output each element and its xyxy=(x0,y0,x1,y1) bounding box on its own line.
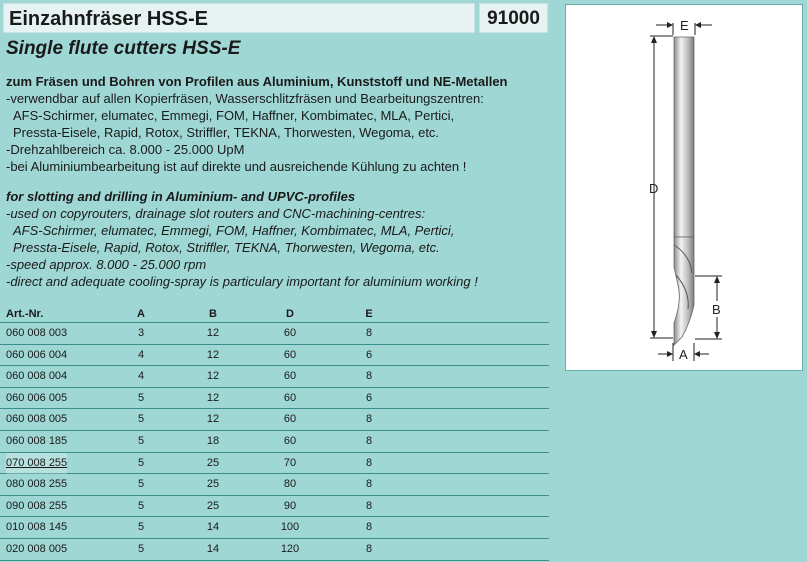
subtitle: Single flute cutters HSS-E xyxy=(6,38,241,59)
table-row xyxy=(0,366,549,388)
cutter-drawing xyxy=(565,4,803,371)
cell-d: 60 xyxy=(283,413,297,426)
cell-a: 5 xyxy=(137,434,145,447)
cell-art-nr-highlighted: 070 008 255 xyxy=(6,453,67,475)
cell-art-nr: 060 006 005 xyxy=(6,391,68,404)
cutter-drawing-svg xyxy=(566,5,804,372)
german-line: Pressta-Eisele, Rapid, Rotox, Striffler, TEKNA, Thorwesten, Wegoma, etc. xyxy=(13,125,440,140)
table-row xyxy=(0,453,549,475)
cell-art-nr: 060 006 004 xyxy=(6,348,68,361)
cell-b: 14 xyxy=(206,542,220,555)
cell-d: 90 xyxy=(283,499,297,512)
dim-d-label: D xyxy=(649,181,659,196)
cell-b: 12 xyxy=(206,370,220,383)
german-line: -verwendbar auf allen Kopierfräsen, Wasserschlitzfräsen und Bearbeitungszentren: xyxy=(6,91,484,106)
cell-b: 25 xyxy=(206,499,220,512)
cell-b: 12 xyxy=(206,391,220,404)
cell-a: 5 xyxy=(137,542,145,555)
cell-b: 12 xyxy=(206,413,220,426)
cell-a: 5 xyxy=(137,499,145,512)
dim-d-arrow-bottom xyxy=(651,331,657,338)
cell-d: 60 xyxy=(283,391,297,404)
header-b: B xyxy=(209,308,217,320)
cell-art-nr: 010 008 145 xyxy=(6,521,68,534)
cell-d: 120 xyxy=(280,542,300,555)
cell-art-nr: 060 008 185 xyxy=(6,434,68,447)
cell-a: 5 xyxy=(137,391,145,404)
cell-a: 5 xyxy=(137,478,145,491)
cell-b: 25 xyxy=(206,478,220,491)
cell-e: 8 xyxy=(365,413,373,426)
cell-d: 60 xyxy=(283,370,297,383)
cell-d: 100 xyxy=(280,521,300,534)
header-art-nr: Art.-Nr. xyxy=(6,308,44,320)
cell-b: 25 xyxy=(206,456,220,469)
page-title: Einzahnfräser HSS-E xyxy=(3,3,475,33)
dim-b-arrow-top xyxy=(714,276,720,283)
cell-e: 8 xyxy=(365,499,373,512)
table-row xyxy=(0,388,549,410)
table-row xyxy=(0,431,549,453)
cell-e: 8 xyxy=(365,434,373,447)
cell-e: 8 xyxy=(365,542,373,555)
cell-b: 12 xyxy=(206,348,220,361)
english-line: -speed approx. 8.000 - 25.000 rpm xyxy=(6,257,207,272)
english-description xyxy=(6,188,478,290)
german-description xyxy=(6,73,507,175)
cell-d: 70 xyxy=(283,456,297,469)
header-d: D xyxy=(286,308,294,320)
cell-e: 8 xyxy=(365,327,373,339)
german-heading: zum Fräsen und Bohren von Profilen aus Aluminium, Kunststoff und NE-Metallen xyxy=(6,74,508,89)
cell-art-nr: 090 008 255 xyxy=(6,499,68,512)
german-line: -bei Aluminiumbearbeitung ist auf direkte und ausreichende Kühlung zu achten ! xyxy=(6,159,467,174)
table-row xyxy=(0,323,549,345)
english-line: -direct and adequate cooling-spray is particulary important for aluminium working ! xyxy=(6,274,478,289)
cell-a: 4 xyxy=(137,348,145,361)
cell-a: 5 xyxy=(137,456,145,469)
cell-art-nr: 060 008 005 xyxy=(6,413,68,426)
cell-d: 60 xyxy=(283,348,297,361)
table-row xyxy=(0,474,549,496)
cell-a: 3 xyxy=(137,327,145,339)
cell-e: 6 xyxy=(365,391,373,404)
table-row xyxy=(0,539,549,561)
catalog-code: 91000 xyxy=(479,3,548,33)
cell-e: 6 xyxy=(365,348,373,361)
cell-a: 4 xyxy=(137,370,145,383)
cell-art-nr: 060 008 003 xyxy=(6,327,68,339)
english-line: Pressta-Eisele, Rapid, Rotox, Striffler, TEKNA, Thorwesten, Wegoma, etc. xyxy=(13,240,440,255)
table-row xyxy=(0,345,549,367)
table-header xyxy=(0,305,549,323)
table-row xyxy=(0,496,549,518)
product-table xyxy=(0,305,549,561)
dim-b-arrow-bottom xyxy=(714,332,720,339)
cell-art-nr: 080 008 255 xyxy=(6,478,68,491)
table-row xyxy=(0,517,549,539)
dim-e-label: E xyxy=(680,18,689,33)
german-line: AFS-Schirmer, elumatec, Emmegi, FOM, Haffner, Kombimatec, MLA, Pertici, xyxy=(13,108,455,123)
english-line: -used on copyrouters, drainage slot routers and CNC-machining-centres: xyxy=(6,206,426,221)
cell-b: 14 xyxy=(206,521,220,534)
english-heading: for slotting and drilling in Aluminium- and UPVC-profiles xyxy=(6,189,356,204)
cell-d: 60 xyxy=(283,434,297,447)
dim-b-label: B xyxy=(712,302,721,317)
english-line: AFS-Schirmer, elumatec, Emmegi, FOM, Haffner, Kombimatec, MLA, Pertici, xyxy=(13,223,455,238)
cell-b: 18 xyxy=(206,434,220,447)
german-line: -Drehzahlbereich ca. 8.000 - 25.000 UpM xyxy=(6,142,245,157)
cell-d: 80 xyxy=(283,478,297,491)
cell-e: 8 xyxy=(365,478,373,491)
cutter-shank xyxy=(674,37,694,237)
header-e: E xyxy=(365,308,373,320)
dim-a-label: A xyxy=(679,347,688,362)
cell-art-nr: 020 008 005 xyxy=(6,542,68,555)
header-a: A xyxy=(137,308,145,320)
cell-d: 60 xyxy=(283,327,297,339)
cell-e: 8 xyxy=(365,370,373,383)
table-row xyxy=(0,409,549,431)
cell-a: 5 xyxy=(137,413,145,426)
cell-b: 12 xyxy=(206,327,220,339)
cell-a: 5 xyxy=(137,521,145,534)
cell-art-nr: 060 008 004 xyxy=(6,370,68,383)
cell-e: 8 xyxy=(365,456,373,469)
dim-d-arrow-top xyxy=(651,36,657,43)
cell-e: 8 xyxy=(365,521,373,534)
